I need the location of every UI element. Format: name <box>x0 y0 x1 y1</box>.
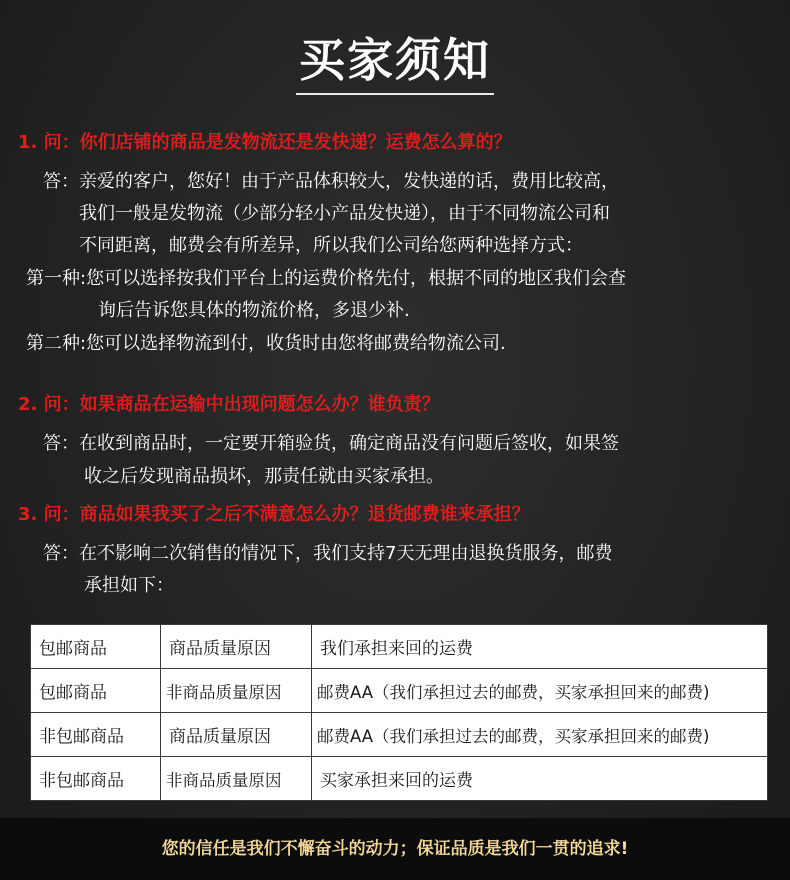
faq-3-question: 3. 问：商品如果我买了之后不满意怎么办？退货邮费谁来承担？ <box>18 504 530 525</box>
faq-1-answer-line: 我们一般是发物流（少部分轻小产品发快递），由于不同物流公司和 <box>79 203 610 224</box>
page-title: 买家须知 <box>299 33 491 87</box>
reason-cell: 商品质量原因 <box>161 625 312 669</box>
table-row <box>31 757 768 801</box>
table-row <box>31 625 768 669</box>
fee-policy-cell: 邮费AA（我们承担过去的邮费，买家承担回来的邮费) <box>312 669 768 713</box>
footer-slogan: 您的信任是我们不懈奋斗的动力；保证品质是我们一贯的追求! <box>161 839 629 859</box>
faq-2-answer-line: 收之后发现商品损坏，那责任就由买家承担。 <box>84 466 444 487</box>
fee-policy-cell: 买家承担来回的运费 <box>312 757 768 801</box>
table-row <box>31 713 768 757</box>
faq-1-answer-line: 第二种:您可以选择物流到付，收货时由您将邮费给物流公司. <box>26 333 506 354</box>
shipping-fee-table <box>30 624 768 801</box>
faq-2-question: 2. 问：如果商品在运输中出现问题怎么办？谁负责？ <box>18 394 440 415</box>
product-type-cell: 包邮商品 <box>31 669 161 713</box>
title-underline <box>296 93 494 95</box>
reason-cell: 商品质量原因 <box>161 713 312 757</box>
product-type-cell: 包邮商品 <box>31 625 161 669</box>
faq-3-answer-line: 答：在不影响二次销售的情况下，我们支持7天无理由退换货服务，邮费 <box>43 543 613 564</box>
product-type-cell: 非包邮商品 <box>31 757 161 801</box>
faq-2-answer-line: 答：在收到商品时，一定要开箱验货，确定商品没有问题后签收，如果签 <box>43 433 619 454</box>
reason-cell: 非商品质量原因 <box>161 669 312 713</box>
faq-3-answer-line: 承担如下： <box>84 575 174 596</box>
faq-1-answer-line: 询后告诉您具体的物流价格，多退少补. <box>98 300 410 321</box>
footer-bar <box>0 818 790 880</box>
reason-cell: 非商品质量原因 <box>161 757 312 801</box>
faq-1-answer-line: 不同距离，邮费会有所差异，所以我们公司给您两种选择方式： <box>79 235 583 256</box>
fee-policy-cell: 我们承担来回的运费 <box>312 625 768 669</box>
faq-1-question: 1. 问：你们店铺的商品是发物流还是发快递？运费怎么算的？ <box>18 132 512 153</box>
faq-1-answer-line: 第一种:您可以选择按我们平台上的运费价格先付，根据不同的地区我们会查 <box>26 268 627 289</box>
product-type-cell: 非包邮商品 <box>31 713 161 757</box>
table-row <box>31 669 768 713</box>
fee-policy-cell: 邮费AA（我们承担过去的邮费，买家承担回来的邮费) <box>312 713 768 757</box>
faq-1-answer-line: 答：亲爱的客户，您好！由于产品体积较大，发快递的话，费用比较高， <box>43 171 619 192</box>
